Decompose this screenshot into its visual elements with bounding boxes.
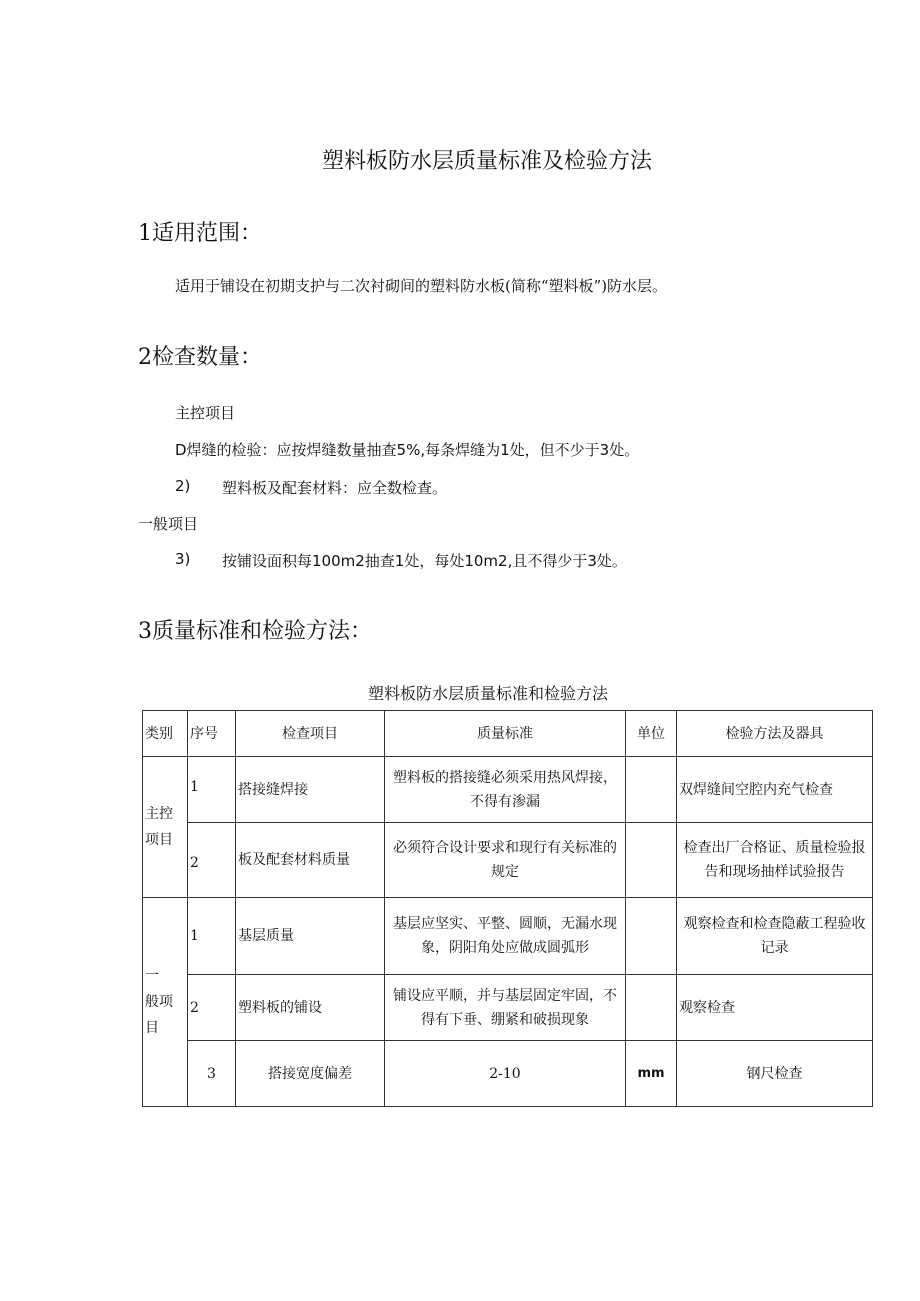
row-standard: 基层应坚实、平整、圆顺，无漏水现象，阴阳角处应做成圆弧形	[385, 898, 626, 975]
row-standard: 必须符合设计要求和现行有关标准的规定	[385, 823, 626, 898]
general-items-label: 一般项目	[138, 515, 199, 533]
row-standard: 铺设应平顺，并与基层固定牢固，不得有下垂、绷紧和破损现象	[385, 975, 626, 1041]
row-unit	[626, 975, 677, 1041]
row-method: 观察检查和检查隐蔽工程验收记录	[677, 898, 873, 975]
section-3-heading: 3质量标准和检验方法：	[138, 619, 372, 644]
group-general-items: 一 般项目	[143, 898, 188, 1107]
header-standard: 质量标准	[385, 711, 626, 757]
row-item: 搭接宽度偏差	[236, 1041, 385, 1107]
group-main-items: 主控项目	[143, 757, 188, 898]
row-number: 1	[188, 898, 236, 975]
check-item-2-text: 塑料板及配套材料：应全数检查。	[222, 479, 448, 497]
table-row	[143, 898, 873, 975]
row-method: 检查出厂合格证、质量检验报告和现场抽样试验报告	[677, 823, 873, 898]
table-header-row	[143, 711, 873, 757]
header-number: 序号	[188, 711, 236, 757]
quality-standard-table	[142, 710, 873, 1107]
row-unit	[626, 757, 677, 823]
row-unit	[626, 898, 677, 975]
row-number: 2	[188, 823, 236, 898]
row-standard: 2-10	[385, 1041, 626, 1107]
row-item: 塑料板的铺设	[236, 975, 385, 1041]
header-method: 检验方法及器具	[677, 711, 873, 757]
row-method: 观察检查	[677, 975, 873, 1041]
row-number: 3	[188, 1041, 236, 1107]
section-1-text: 适用于铺设在初期支护与二次衬砌间的塑料防水板(简称“塑料板”)防水层。	[175, 277, 668, 295]
check-item-1: D焊缝的检验：应按焊缝数量抽查5%,每条焊缝为1处，但不少于3处。	[175, 441, 640, 459]
row-item: 搭接缝焊接	[236, 757, 385, 823]
row-standard: 塑料板的搭接缝必须采用热风焊接，不得有渗漏	[385, 757, 626, 823]
header-category: 类别	[143, 711, 188, 757]
section-1-heading: 1适用范围：	[138, 221, 262, 246]
row-unit: mm	[626, 1041, 677, 1107]
check-item-2-number: 2)	[175, 477, 191, 495]
page-title: 塑料板防水层质量标准及检验方法	[322, 149, 653, 174]
table-row	[143, 1041, 873, 1107]
table-row	[143, 823, 873, 898]
row-item: 基层质量	[236, 898, 385, 975]
table-row	[143, 975, 873, 1041]
table-row	[143, 757, 873, 823]
row-number: 1	[188, 757, 236, 823]
main-items-label: 主控项目	[175, 404, 236, 422]
header-check-item: 检查项目	[236, 711, 385, 757]
row-method: 钢尺检查	[677, 1041, 873, 1107]
header-unit: 单位	[626, 711, 677, 757]
row-item: 板及配套材料质量	[236, 823, 385, 898]
table-caption: 塑料板防水层质量标准和检验方法	[368, 684, 609, 703]
check-item-3-text: 按铺设面积每100m2抽查1处，每处10m2,且不得少于3处。	[222, 552, 627, 570]
row-unit	[626, 823, 677, 898]
section-2-heading: 2检查数量：	[138, 345, 262, 370]
row-number: 2	[188, 975, 236, 1041]
row-method: 双焊缝间空腔内充气检查	[677, 757, 873, 823]
check-item-3-number: 3)	[175, 550, 191, 568]
